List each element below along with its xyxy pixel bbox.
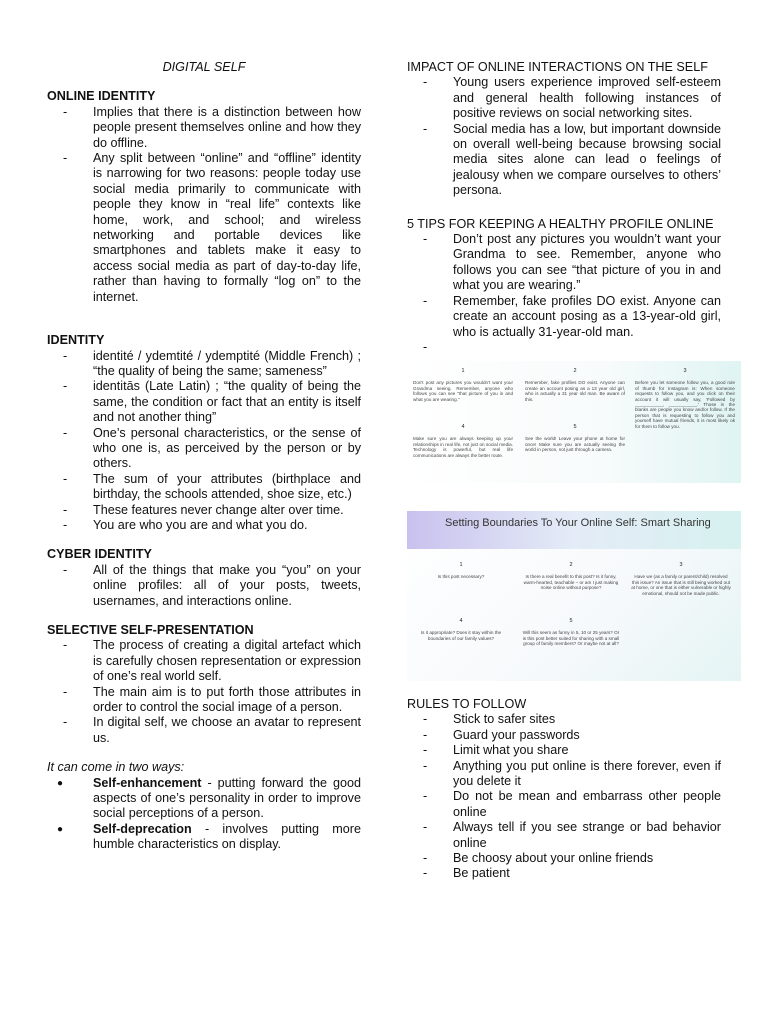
tips-infographic (407, 361, 741, 483)
tip-number: 1 (461, 367, 465, 374)
boundary-text: Is this post necessary? (437, 574, 485, 580)
list-item: - The process of creating a digital artefact which is carefully chosen representation or expression of one’s real world self. (47, 638, 361, 684)
boundary-text: Is it appropriate? Does it stay within the boundaries of our family values? (420, 630, 502, 641)
list-item: - Be patient (407, 866, 721, 881)
list-item (47, 776, 361, 822)
list-item: - Do not be mean and embarrass other people online (407, 789, 721, 820)
tip-cell (635, 369, 735, 429)
list-item: - identité / ydemtité / ydemptité (Middle French) ; “the quality of being the same; sameness” (47, 349, 361, 380)
list-item (407, 340, 721, 355)
list-item: - Young users experience improved self-esteem and general health following instances of positive reviews on social networking sites. (407, 75, 721, 121)
list-item: - Social media has a low, but important downside on overall well-being because browsing social media sites alone can lead o feelings of jealousy when we compare ourselves to others’ persona. (407, 122, 721, 199)
boundary-text: Have we (as a family or parent/child) resolved this issue? An issue that is still being worked out at home, or one that is either vulnerable or highly emotional, should not be made public. (631, 574, 731, 596)
tip-number: 5 (573, 423, 577, 430)
list-item: - Guard your passwords (407, 728, 721, 743)
list-item: - These features never change alter over time. (47, 503, 361, 518)
boundary-number: 5 (569, 617, 573, 624)
boundary-text: Will this seem as funny in 5, 10 or 25 years? Or is this post better suited for sharing with a small group of family members? Or maybe not at all? (522, 630, 620, 647)
right-column (407, 60, 735, 896)
list-item: - Any split between “online” and “offline” identity is narrowing for two reasons: people today use social media primarily to communicate with people they know in “real life” contexts like home, work, and school; and wireless networking and portable devices like smartphones and tablets make it easy to access social media as part of day-to-day life, rather than having to formally “log on” to the internet. (47, 151, 361, 305)
tip-number: 4 (461, 423, 465, 430)
boundary-text: Is there a real benefit to this post? Is it funny, warm-hearted, teachable – or am I just making noise online without purpose? (523, 574, 619, 591)
list-item: - Limit what you share (407, 743, 721, 758)
list-item: - The sum of your attributes (birthplace and birthday, the schools attended, shoe size, etc.) (47, 472, 361, 503)
boundary-number: 4 (459, 617, 463, 624)
selective-self-presentation-list (47, 638, 361, 746)
list-item: - Anything you put online is there forever, even if you delete it (407, 759, 721, 790)
section-heading-selective-self-presentation: SELECTIVE SELF-PRESENTATION (47, 623, 254, 637)
boundaries-infographic (407, 511, 741, 681)
list-item: - Stick to safer sites (407, 712, 721, 727)
boundaries-banner (407, 511, 741, 549)
list-item: - Remember, fake profiles DO exist. Anyone can create an account posing as a 13-year-old girl, who is actually 31-year-old man. (407, 294, 721, 340)
term-description: - putting forward the good aspects of one’s personality in order to improve social perceptions of a person. (93, 775, 361, 821)
impact-list (407, 75, 721, 198)
boundary-cell (521, 619, 621, 647)
section-heading-rules: RULES TO FOLLOW (407, 696, 527, 711)
list-item: - Be choosy about your online friends (407, 851, 721, 866)
boundaries-title: Setting Boundaries To Your Online Self: Smart Sharing (445, 516, 711, 529)
section-heading-tips: 5 TIPS FOR KEEPING A HEALTHY PROFILE ONLINE (407, 216, 714, 231)
list-item: - In digital self, we choose an avatar to represent us. (47, 715, 361, 746)
boundary-cell (631, 563, 731, 596)
boundary-cell (521, 563, 621, 591)
two-ways-list (47, 776, 361, 853)
tip-text: Make sure you are always keeping up your relationships in real life, not just on social media. Technology is powerful, but real life communications are always the better route. (413, 436, 513, 458)
tip-number: 2 (573, 367, 577, 374)
cyber-identity-list (47, 563, 361, 609)
list-item: - You are who you are and what you do. (47, 518, 361, 533)
section-heading-online-identity: ONLINE IDENTITY (47, 89, 156, 104)
two-ways-intro: It can come in two ways: (47, 760, 185, 775)
left-column (47, 60, 361, 853)
tip-text: Remember, fake profiles DO exist. Anyone can create an account posing as a 13 year old girl, who is actually a 31 year old man. Be aware of this. (525, 380, 625, 402)
tips-list (407, 232, 721, 355)
section-heading-identity: IDENTITY (47, 333, 105, 348)
tip-text: See the world! Leave your phone at home for once! Make sure you are actually seeing the world in person, not just through a camera. (525, 436, 625, 453)
list-item: - The main aim is to put forth those attributes in order to control the social image of a person. (47, 685, 361, 716)
tip-cell (525, 369, 625, 402)
tip-number: 3 (683, 367, 687, 374)
online-identity-list (47, 105, 361, 305)
boundary-number: 2 (569, 561, 573, 568)
boundary-cell (411, 619, 511, 641)
list-item: - identitās (Late Latin) ; “the quality of being the same, the condition or fact that an entity is itself and not another thing” (47, 379, 361, 425)
boundary-number: 1 (459, 561, 463, 568)
document-title: DIGITAL SELF (162, 60, 246, 74)
term: Self-enhancement (93, 775, 202, 790)
list-item (47, 822, 361, 853)
rules-list (407, 712, 721, 881)
tip-cell (413, 425, 513, 458)
term-description: - involves putting more humble characteristics on display. (93, 821, 361, 852)
section-heading-impact: IMPACT OF ONLINE INTERACTIONS ON THE SELF (407, 60, 708, 74)
list-item: - All of the things that make you “you” on your online profiles: all of your posts, tweets, usernames, and interactions online. (47, 563, 361, 609)
tip-cell (413, 369, 513, 402)
section-heading-cyber-identity: CYBER IDENTITY (47, 547, 152, 562)
tip-cell (525, 425, 625, 453)
term: Self-deprecation (93, 821, 192, 836)
list-item: - Don’t post any pictures you wouldn’t want your Grandma to see. Remember, anyone who follows you can see “that picture of you in and what you are wearing.” (407, 232, 721, 294)
list-item: - Always tell if you see strange or bad behavior online (407, 820, 721, 851)
list-item: - One’s personal characteristics, or the sense of who one is, as perceived by the person or by others. (47, 426, 361, 472)
list-item: - Implies that there is a distinction between how people present themselves online and how they do offline. (47, 105, 361, 151)
boundary-number: 3 (679, 561, 683, 568)
identity-list (47, 349, 361, 534)
tip-text: Before you let someone follow you, a good rule of thumb for Instagram is: When someone requests to follow you, and you click on their account it will usually say, 'Followed by ___________, ___________.' Those in the blanks are people you know and/or follow. If the person that is requesting to follow you and yourself have mutual friends, it is most likely ok for them to follow you. (635, 380, 735, 429)
boundary-cell (411, 563, 511, 580)
tip-text: Don't post any pictures you wouldn't want your Grandma seeing. Remember, anyone who follows you can see "that picture of you in and what you are wearing." (413, 380, 513, 402)
